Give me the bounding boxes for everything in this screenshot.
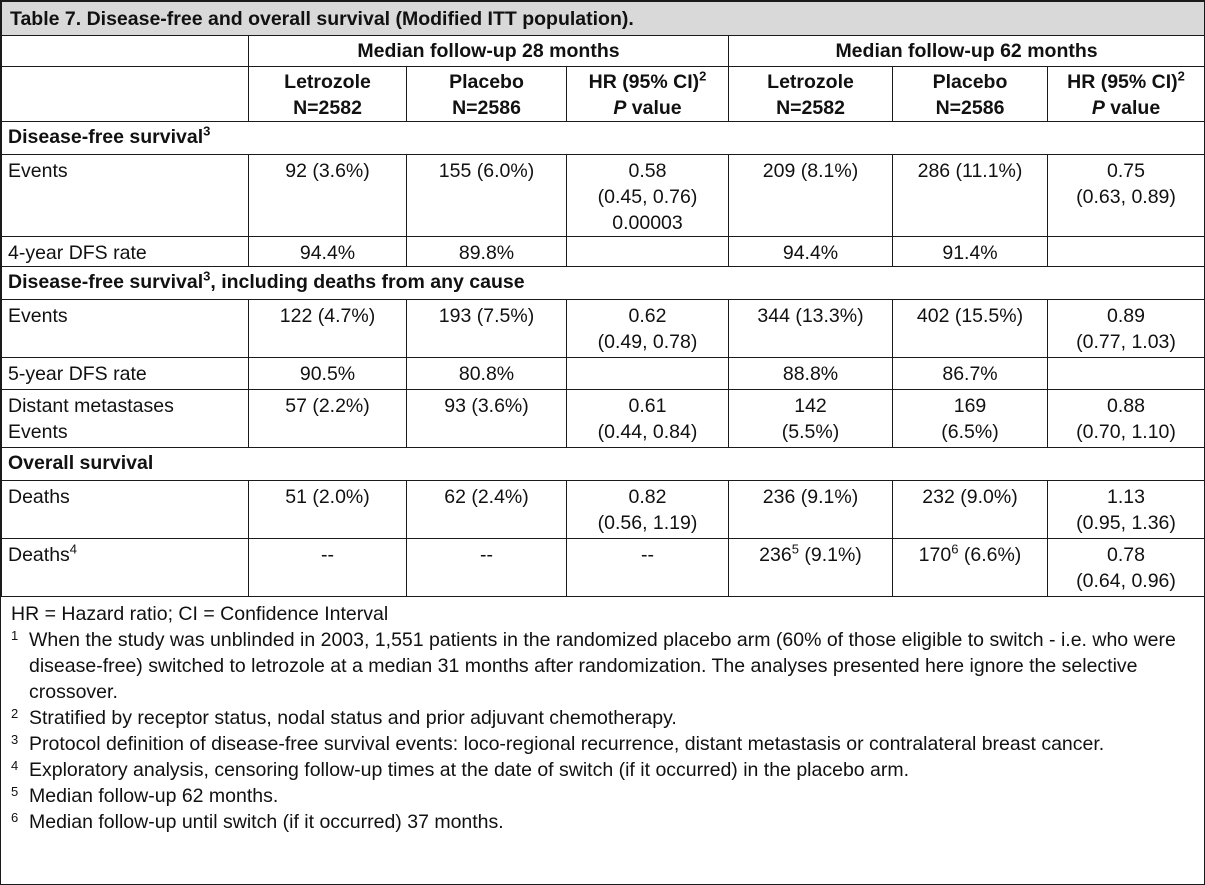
cell-placebo-28: 93 (3.6%) [407,390,567,448]
cell-letrozole-28: 90.5% [249,358,407,390]
cell-letrozole-28: 57 (2.2%) [249,390,407,448]
footnote-abbreviations: HR = Hazard ratio; CI = Confidence Interval [11,603,389,625]
empty-header-cell [2,36,249,67]
footnote-2: 2 Stratified by receptor status, nodal status and prior adjuvant chemotherapy. [11,706,677,729]
col-letrozole-28: Letrozole N=2582 [249,67,407,122]
cell-letrozole-62: 236 (9.1%) [729,481,893,539]
cell-hr-28 [567,237,729,267]
table-row [2,300,1205,358]
row-label: Events [2,300,249,358]
footnote-4: 4 Exploratory analysis, censoring follow-up times at the date of switch (if it occurred) in the placebo arm. [11,758,910,781]
col-hr-62: HR (95% CI)$^2$ P value [1048,67,1205,122]
section-label-dfs-deaths: Disease-free survival$^3$, including deaths from any cause [2,267,1205,300]
cell-hr-28: -- [567,539,729,597]
group-header-28: Median follow-up 28 months [249,36,729,67]
col-letrozole-62: Letrozole N=2582 [729,67,893,122]
group-header-62: Median follow-up 62 months [729,36,1205,67]
cell-letrozole-62: 142 (5.5%) [729,390,893,448]
section-row-dfs-deaths [2,267,1205,300]
empty-colhead-cell [2,67,249,122]
cell-hr-62 [1048,358,1205,390]
col-placebo-28: Placebo N=2586 [407,67,567,122]
cell-letrozole-28: 94.4% [249,237,407,267]
footnote-1: 1 When the study was unblinded in 2003, 1,551 patients in the randomized placebo arm (60% of those eligible to switch - i.e. who were disease-free) switched to letrozole at a median 31 months after randomization. The analyses presented here ignore the selective crossover. [11,628,1176,703]
section-row-dfs [2,122,1205,155]
column-header-row [2,67,1205,122]
row-label: Deaths$^4$ [2,539,249,597]
row-label: Deaths [2,481,249,539]
cell-hr-28: 0.82 (0.56, 1.19) [567,481,729,539]
cell-letrozole-62: 344 (13.3%) [729,300,893,358]
cell-hr-28 [567,358,729,390]
footnote-6: 6 Median follow-up until switch (if it occurred) 37 months. [11,810,504,833]
cell-hr-62: 0.78 (0.64, 0.96) [1048,539,1205,597]
cell-letrozole-28: 122 (4.7%) [249,300,407,358]
cell-placebo-62: 86.7% [893,358,1048,390]
cell-letrozole-28: -- [249,539,407,597]
section-row-os [2,448,1205,481]
cell-letrozole-62: 209 (8.1%) [729,155,893,237]
group-header-row [2,36,1205,67]
cell-hr-62: 1.13 (0.95, 1.36) [1048,481,1205,539]
cell-letrozole-62: $236^5$ (9.1%) [729,539,893,597]
table-title: Table 7. Disease-free and overall survival (Modified ITT population). [2,2,1205,36]
cell-hr-28: 0.62 (0.49, 0.78) [567,300,729,358]
cell-placebo-62: 169 (6.5%) [893,390,1048,448]
table-title-row [2,2,1205,36]
cell-placebo-28: -- [407,539,567,597]
cell-letrozole-28: 92 (3.6%) [249,155,407,237]
cell-placebo-28: 80.8% [407,358,567,390]
cell-hr-62: 0.89 (0.77, 1.03) [1048,300,1205,358]
footnotes [1,597,1204,835]
table-row [2,390,1205,448]
section-label-os: Overall survival [2,448,1205,481]
row-label: Events [2,155,249,237]
survival-table [1,1,1205,597]
cell-hr-28: 0.61 (0.44, 0.84) [567,390,729,448]
section-label-dfs: Disease-free survival$^3$ [2,122,1205,155]
cell-letrozole-62: 88.8% [729,358,893,390]
footnote-3: 3 Protocol definition of disease-free survival events: loco-regional recurrence, distant metastasis or contralateral breast cancer. [11,732,1105,755]
cell-placebo-62: 286 (11.1%) [893,155,1048,237]
cell-placebo-28: 62 (2.4%) [407,481,567,539]
cell-placebo-62: 232 (9.0%) [893,481,1048,539]
cell-hr-62 [1048,237,1205,267]
cell-placebo-28: 155 (6.0%) [407,155,567,237]
row-label: Distant metastases Events [2,390,249,448]
table-row [2,539,1205,597]
col-placebo-62: Placebo N=2586 [893,67,1048,122]
table-row [2,237,1205,267]
cell-letrozole-62: 94.4% [729,237,893,267]
cell-hr-28: 0.58 (0.45, 0.76) 0.00003 [567,155,729,237]
footnote-5: 5 Median follow-up 62 months. [11,784,279,807]
cell-hr-62: 0.75 (0.63, 0.89) [1048,155,1205,237]
cell-hr-62: 0.88 (0.70, 1.10) [1048,390,1205,448]
row-label: 4-year DFS rate [2,237,249,267]
table-row [2,358,1205,390]
cell-placebo-62: $170^6$ (6.6%) [893,539,1048,597]
col-hr-28: HR (95% CI)$^2$ P value [567,67,729,122]
row-label: 5-year DFS rate [2,358,249,390]
cell-placebo-62: 91.4% [893,237,1048,267]
table-row [2,155,1205,237]
cell-placebo-28: 89.8% [407,237,567,267]
cell-letrozole-28: 51 (2.0%) [249,481,407,539]
cell-placebo-28: 193 (7.5%) [407,300,567,358]
cell-placebo-62: 402 (15.5%) [893,300,1048,358]
table-row [2,481,1205,539]
